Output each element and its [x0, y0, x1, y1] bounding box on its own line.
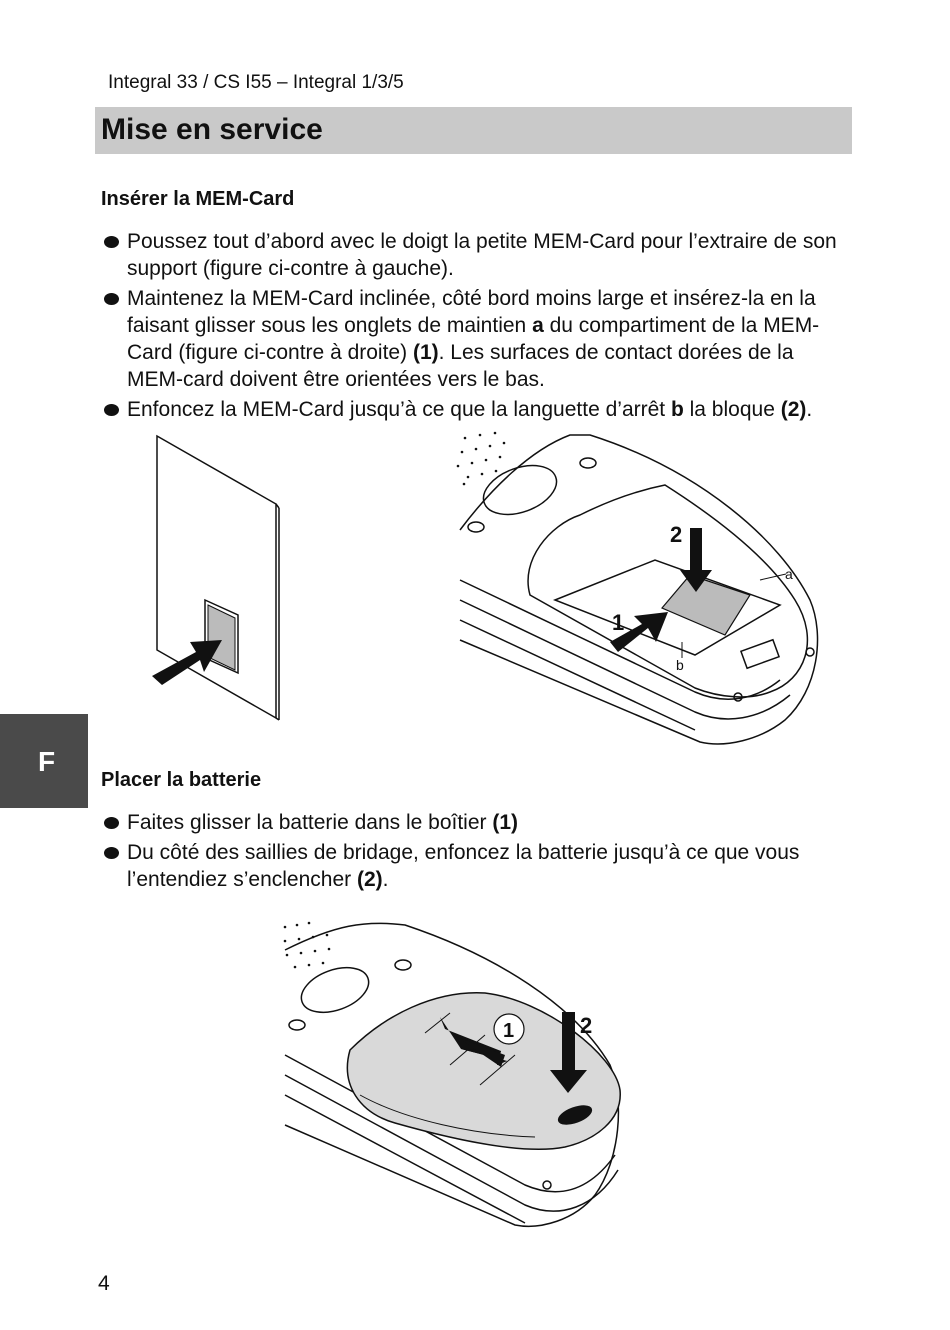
bold-reference: b — [670, 398, 684, 421]
mem-card-insertion-figure — [450, 430, 830, 748]
battery-insertion-figure — [275, 915, 630, 1235]
title-bar — [95, 107, 852, 154]
bullet-dot-icon — [104, 847, 119, 859]
bold-reference: (1) — [492, 811, 519, 834]
language-tab — [0, 714, 88, 808]
bullet-item — [101, 396, 846, 423]
bullet-text: Du côté des saillies de bridage, enfoncez la batterie jusqu’à ce que vous l’entendiez s’enclencher — [127, 841, 800, 891]
page-title: Mise en service — [101, 113, 323, 146]
running-header: Integral 33 / CS I55 – Integral 1/3/5 — [108, 72, 404, 93]
bullet-text: du compartiment de la MEM-Card (figure ci-contre à droite) — [127, 314, 820, 364]
battery-step-2-label: 2 — [580, 1013, 593, 1038]
bullet-text: Enfoncez la MEM-Card jusqu’à ce que la languette d’arrêt — [127, 398, 671, 421]
bullet-text: . Les surfaces de contact dorées de la MEM-card doivent être orientées vers le bas. — [127, 341, 794, 391]
page-number: 4 — [98, 1272, 110, 1295]
section-heading-mem-card: Insérer la MEM-Card — [101, 188, 295, 210]
bullet-dot-icon — [104, 404, 119, 416]
bullet-text: . — [806, 398, 813, 421]
battery-steps — [101, 809, 846, 896]
bullet-dot-icon — [104, 236, 119, 248]
bullet-item — [101, 228, 846, 282]
bold-reference: (2) — [356, 868, 383, 891]
bullet-text: la bloque — [683, 398, 781, 421]
bold-reference: (2) — [780, 398, 807, 421]
bullet-item — [101, 285, 846, 393]
bold-reference: a — [532, 314, 544, 337]
bullet-text: Maintenez la MEM-Card inclinée, côté bord moins large et insérez-la en la faisant glisser sous les onglets de maintien — [127, 287, 816, 337]
bullet-text: Poussez tout d’abord avec le doigt la petite MEM-Card pour l’extraire de son support (figure ci-contre à gauche). — [127, 230, 837, 280]
bullet-item — [101, 809, 846, 836]
holding-tab-a-label: a — [785, 566, 793, 582]
bullet-text: Faites glisser la batterie dans le boîtier — [127, 811, 493, 834]
bullet-dot-icon — [104, 293, 119, 305]
mem-card-removal-figure — [140, 430, 290, 725]
latch-b-label: b — [676, 657, 684, 673]
battery-step-1-label: 1 — [503, 1020, 515, 1042]
section-heading-battery: Placer la batterie — [101, 769, 262, 791]
mem-card-steps — [101, 228, 846, 426]
language-tab-letter: F — [38, 746, 56, 777]
insert-step-2-label: 2 — [670, 522, 683, 547]
bullet-text: . — [382, 868, 389, 891]
bold-reference: (1) — [412, 341, 439, 364]
bullet-dot-icon — [104, 817, 119, 829]
insert-step-1-label: 1 — [612, 610, 625, 635]
bullet-item — [101, 839, 846, 893]
